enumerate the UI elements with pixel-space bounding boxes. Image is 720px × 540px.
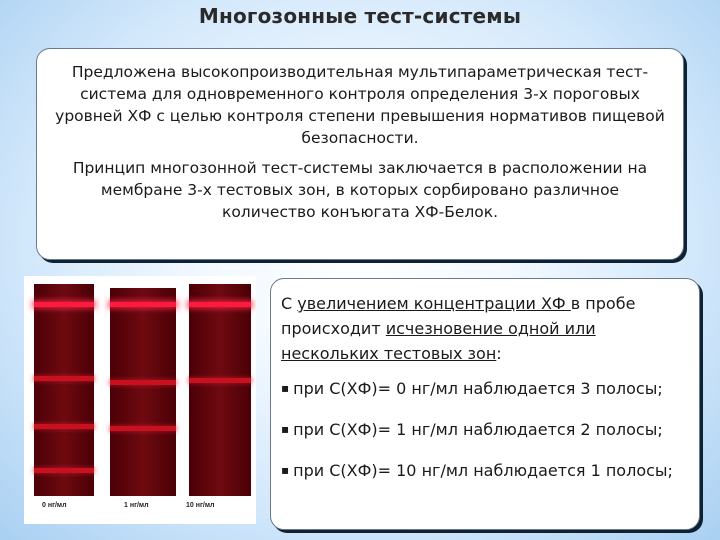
test-strip-1 xyxy=(110,288,176,496)
test-band xyxy=(189,378,251,383)
slide-title: Многозонные тест-системы xyxy=(198,4,522,28)
test-band xyxy=(34,376,94,381)
intro-part-1: С xyxy=(281,294,298,313)
control-band xyxy=(34,302,94,307)
test-band xyxy=(34,424,94,429)
test-band xyxy=(34,468,94,473)
strip-label-1: 1 нг/мл xyxy=(124,502,149,509)
description-box xyxy=(36,48,684,260)
bullet-icon: ▪ xyxy=(281,381,290,395)
description-paragraph-2: Принцип многозонной тест-системы заключается в расположении на мембране 3-х тестовых зон, в которых сорбировано различное количество конъюгата ХФ-Белок. xyxy=(72,159,648,221)
test-strips-photo xyxy=(24,276,256,524)
info-box xyxy=(270,278,700,530)
bullet-item-2 xyxy=(281,458,689,485)
test-strip-10 xyxy=(189,284,251,496)
intro-part-5: : xyxy=(496,344,502,363)
bullet-item-0 xyxy=(281,376,689,403)
bullet-text: при С(ХФ)= 0 нг/мл наблюдается 3 полосы; xyxy=(293,379,663,398)
description-paragraph-1: Предложена высокопроизводительная мультипараметрическая тест-система для одновременного контроля определения 3-х пороговых уровней ХФ с целью контроля степени превышения нормативов пищевой безопасности. xyxy=(55,63,665,147)
intro-part-2: увеличением концентрации ХФ xyxy=(297,294,571,313)
bullet-text: при С(ХФ)= 10 нг/мл наблюдается 1 полосы; xyxy=(293,461,673,480)
intro-part-3: в пробе происходит xyxy=(281,294,636,338)
bullet-icon: ▪ xyxy=(281,463,290,477)
strip-label-0: 0 нг/мл xyxy=(42,502,67,509)
test-band xyxy=(110,380,176,385)
strip-label-10: 10 нг/мл xyxy=(186,502,215,509)
intro-part-4: исчезновение одной или нескольких тестовых зон xyxy=(281,319,596,363)
control-band xyxy=(110,302,176,307)
info-intro xyxy=(281,291,689,366)
bullet-item-1 xyxy=(281,417,689,444)
test-strip-0 xyxy=(34,284,94,496)
test-band xyxy=(110,426,176,431)
control-band xyxy=(189,302,251,307)
bullet-text: при С(ХФ)= 1 нг/мл наблюдается 2 полосы; xyxy=(293,420,663,439)
bullet-icon: ▪ xyxy=(281,422,290,436)
